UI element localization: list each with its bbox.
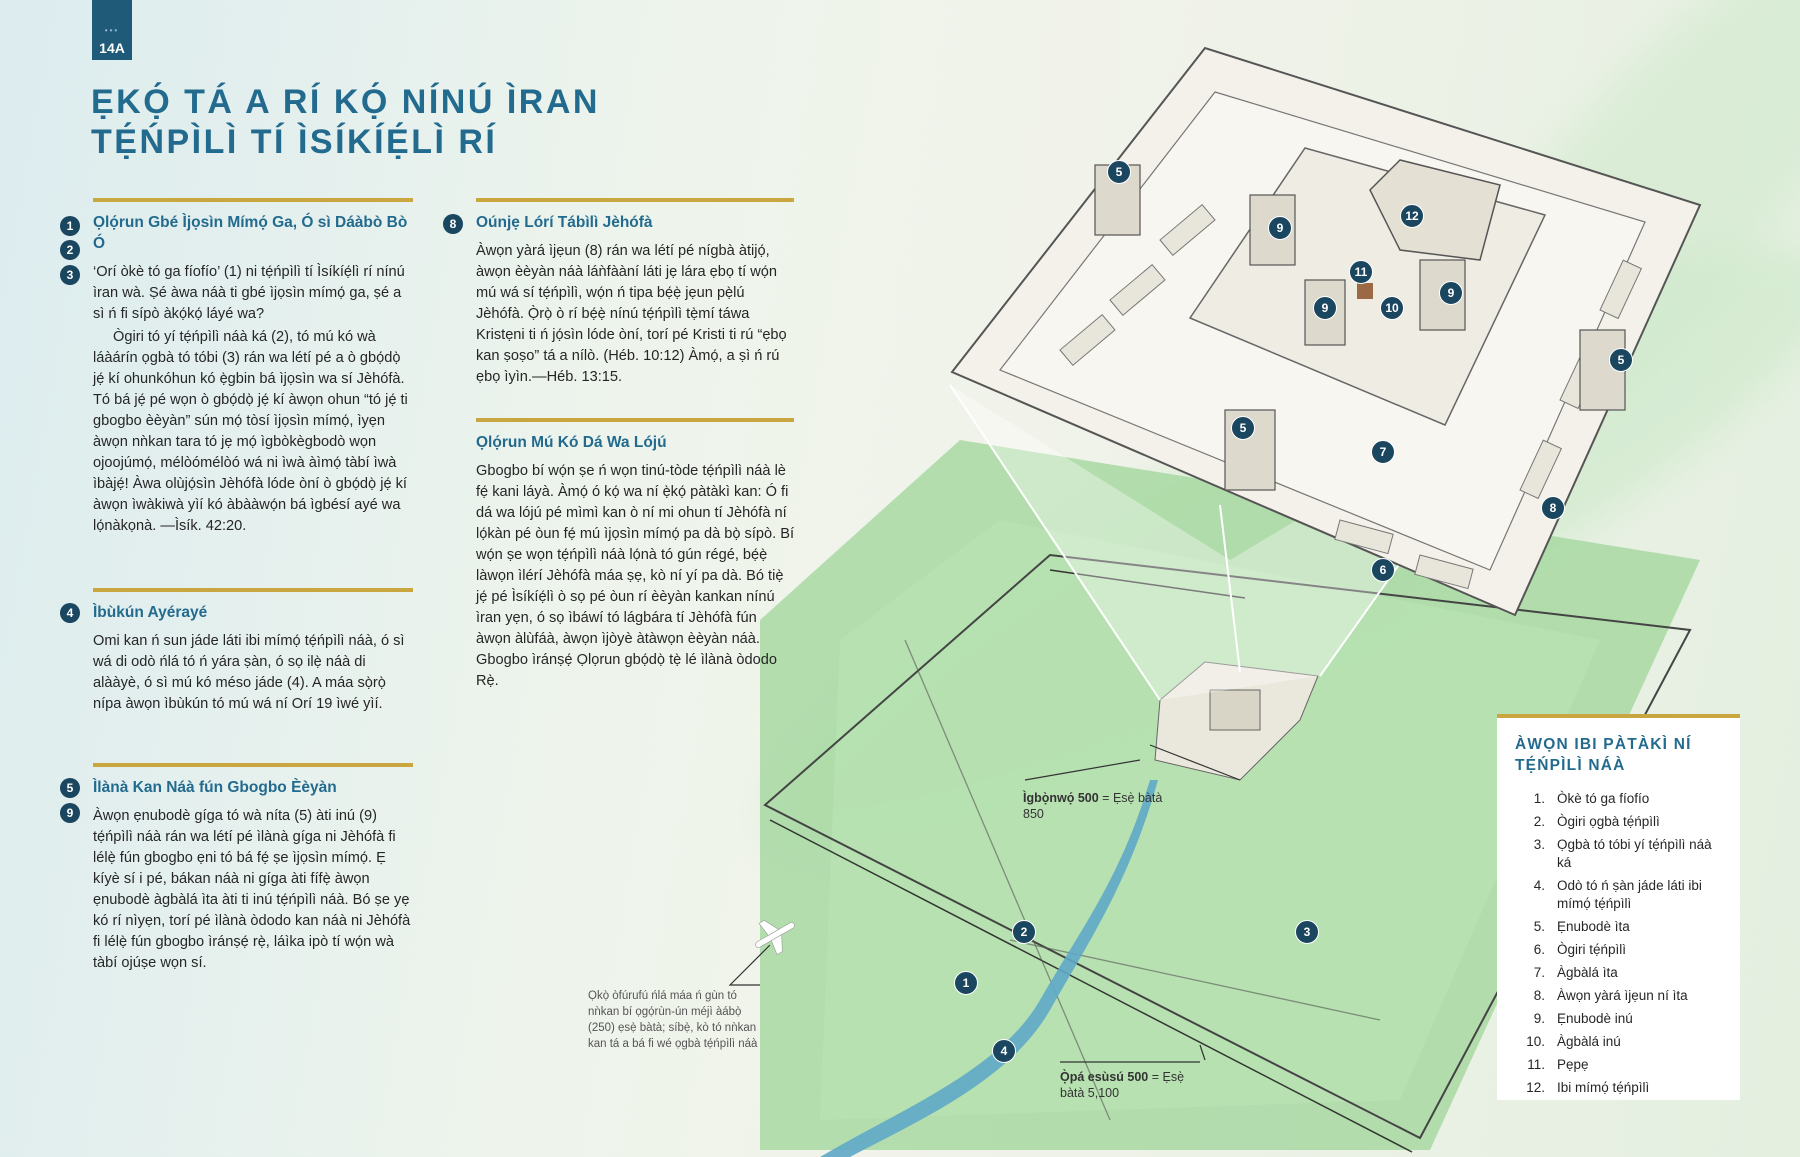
legend-item-number: 7. — [1533, 965, 1545, 980]
legend-item-text: Ògiri ọgbà tẹ́ńpìlì — [1557, 814, 1660, 829]
legend-item-text: Ẹnubodè ìta — [1557, 919, 1630, 934]
tab-dots: ••• — [104, 26, 120, 35]
legend-item-text: Ẹnubodè inú — [1557, 1011, 1633, 1026]
legend-item-number: 9. — [1533, 1011, 1545, 1026]
title-line-1: ẸKỌ́ TÁ A RÍ KỌ́ NÍNÚ ÌRAN — [91, 83, 600, 121]
legend-item-number: 2. — [1533, 814, 1545, 829]
badge-2: 2 — [60, 240, 80, 260]
map-badge-5: 5 — [1609, 348, 1633, 372]
map-badge-5: 5 — [1107, 160, 1131, 184]
legend-item — [1515, 1033, 1722, 1051]
rod-label: Ọ̀pá esùsú 500 — [1060, 1070, 1149, 1084]
legend-item — [1515, 1056, 1722, 1074]
map-badge-8: 8 — [1541, 496, 1565, 520]
section-rule — [93, 198, 413, 202]
section-assurance — [476, 418, 794, 692]
legend-item — [1515, 813, 1722, 831]
legend-item-text: Àgbàlá ìta — [1557, 965, 1618, 980]
section-paragraph: Omi kan ń sun jáde láti ibi mímọ́ tẹ́ńpìlì náà, ó sì wá di odò ńlá tó ń yára ṣàn, ó sọ ilẹ̀ náà di alààyè, ó sì mú kó méso jáde (4). A máa sọ̀rọ̀ nípa àwọn ìbùkún tó mú wá ní Orí 19 ìwé yìí. — [93, 633, 405, 712]
legend-item — [1515, 1010, 1722, 1028]
legend-item-text: Pẹpẹ — [1557, 1057, 1589, 1072]
legend-item-number: 12. — [1526, 1080, 1545, 1095]
section-paragraph: Àwọn yàrá ìjẹun (8) rán wa létí pé nígbà àtijọ́, àwọn èèyàn náà láǹfààní láti jẹ lára ẹbọ tí wọ́n mú wá sí tẹ́ńpìlì, wọ́n ń tipa bẹ́ẹ̀ jẹun pẹ̀lú Jèhófà. Ọ̀rọ̀ ò rí bẹ́ẹ̀ nínú tẹ́ńpìlì tẹ̀mí táwa Kristẹni ti ń jọ́sìn lóde òní, torí pé Kristi ti rú “ẹbọ kan ṣoṣo” tá a nílò. (Héb. 10:12) Àmọ́, a ṣì ń rú ẹbọ ìyìn.—Héb. 13:15. — [476, 243, 787, 385]
section-paragraph: ‘Orí òkè tó ga fíofío’ (1) ni tẹ́ńpìlì tí Ìsíkíẹ́lì rí nínú ìran wà. Ṣé àwa náà ti gbé ìjọsìn mímọ́ ga, ṣé a sì ń fi sípò àkọ́kọ́ láyé wa? — [93, 264, 405, 322]
legend-item — [1515, 790, 1722, 808]
legend-item-number: 10. — [1526, 1034, 1545, 1049]
legend-item-text: Òkè tó ga fíofío — [1557, 791, 1650, 806]
reed-dimension-caption — [1023, 790, 1163, 822]
legend-title-line-1: ÀWỌN IBI PÀTÀKÌ NÍ — [1515, 736, 1692, 753]
section-rule — [476, 198, 794, 202]
badge-9: 9 — [60, 803, 80, 823]
map-badge-9: 9 — [1313, 296, 1337, 320]
badge-3: 3 — [60, 265, 80, 285]
map-badge-9: 9 — [1439, 281, 1463, 305]
section-rule — [93, 588, 413, 592]
reed-label: Ìgbọ̀nwọ́ 500 — [1023, 791, 1099, 805]
legend-item — [1515, 918, 1722, 936]
section-eternal-blessings — [93, 588, 413, 715]
legend-item-number: 8. — [1533, 988, 1545, 1003]
rod-dimension-caption — [1060, 1069, 1210, 1101]
legend-item — [1515, 964, 1722, 982]
legend-item-number: 11. — [1527, 1057, 1545, 1072]
page-number-tab — [92, 0, 132, 60]
legend-title — [1515, 734, 1722, 776]
title-line-2: TẸ́ŃPÌLÌ TÍ ÌSÍKÍẸ́LÌ RÍ — [91, 123, 498, 161]
legend-title-line-2: TẸ́ŃPÌLÌ NÁÀ — [1515, 757, 1626, 774]
map-badge-6: 6 — [1371, 558, 1395, 582]
section-same-standard — [93, 763, 413, 974]
section-heading: Ọlọ́run Mú Kó Dá Wa Lójú — [476, 434, 667, 451]
page-title — [91, 82, 600, 162]
section-worship-elevated — [93, 198, 413, 537]
section-rule — [476, 418, 794, 422]
map-badge-11: 11 — [1349, 260, 1373, 284]
map-badge-10: 10 — [1380, 296, 1404, 320]
map-badge-9: 9 — [1268, 216, 1292, 240]
section-paragraph: Gbogbo bí wọ́n ṣe ń wọn tinú-tòde tẹ́ńpìlì náà lè fẹ́ kani láyà. Àmọ́ ó kọ́ wa ní ẹ̀kọ́ pàtàkì kan: Ó fi dá wa lójú pé mìmì kan ò ní mi ohun tí Jèhófà ní lọ́kàn pé òun fẹ́ mú ìjọsìn mímọ́ pa dà bọ̀ sípò. Bí wọ́n ṣe wọn tẹ́ńpìlì náà lọ́nà tó gún régé, bẹ́ẹ̀ làwọn ìlérí Jèhófà máa ṣẹ, kò ní yí pa dà. Bó tiẹ̀ jẹ́ pé Ìsíkíẹ́lì ò sọ pé òun rí èèyàn kankan nínú ìran yẹn, ó sọ ìbáwí tó lágbára tí Jèhófà fún àwọn àlùfáà, àwọn ìjòyè àtàwọn èèyàn náà. Gbogbo ìránṣẹ́ Ọlọrun gbọ́dọ̀ tẹ̀ lé ìlànà òdodo Rẹ̀. — [476, 463, 795, 689]
legend-item-number: 5. — [1533, 919, 1545, 934]
legend-item — [1515, 1079, 1722, 1097]
legend-item-text: Àwọn yàrá ìjẹun ní ìta — [1557, 988, 1688, 1003]
section-heading: Oúnjẹ Lórí Tábìlì Jèhófà — [476, 214, 653, 231]
legend-list — [1515, 790, 1722, 1097]
section-food-on-table — [476, 198, 794, 388]
legend-item-text: Odò tó ń ṣàn jáde láti ibi mímọ́ tẹ́ńpìlì — [1557, 878, 1702, 911]
legend-item-number: 6. — [1533, 942, 1545, 957]
airplane-caption: Ọkọ̀ òfúrufú ńlá máa ń gùn tó nǹkan bí ọgọ́rùn-ún méjì àábọ̀ (250) ẹsẹ̀ bàtà; síbẹ̀, kò tó nǹkan kan tá a bá fi wé ọgbà tẹ́ńpìlì náà — [588, 990, 758, 1050]
temple-altar — [1357, 283, 1373, 299]
legend-item — [1515, 987, 1722, 1005]
section-paragraph: Àwọn ẹnubodè gíga tó wà níta (5) àti inú (9) tẹ́ńpìlì náà rán wa létí pé ìlànà gíga ni Jèhófà fi lélẹ̀ fún gbogbo ẹni tó bá fẹ́ ṣe ìjọsìn mímọ́. Ẹ kíyè sí i pé, bákan náà ni gíga àti fífẹ̀ àwọn ẹnubodè àgbàlá ìta àti ti inú tẹ́ńpìlì náà. Bó ṣe yẹ kó rí nìyẹn, torí pé ìlànà òdodo kan náà ni Jèhófà fi lélẹ̀ fún gbogbo ìránṣẹ́ rẹ̀, láìka ipò tí wọ́n wà tàbí ojúṣe wọn sí. — [93, 808, 411, 971]
rod-suffix: = Ẹsẹ̀ bàtà 5,100 — [1060, 1070, 1185, 1100]
section-paragraph: Ògiri tó yí tẹ́ńpìlì náà ká (2), tó mú kó wà láàárín ọgbà tó tóbi (3) rán wa létí pé a ò gbọ́dọ̀ jẹ́ kí ohunkóhun kó ẹ̀gbin bá ìjọsìn wa sí Jèhófà. Tó bá jẹ́ pé wọn ò gbọ́dọ̀ jẹ́ kí àwọn ohun “tó jẹ́ ti gbogbo èèyàn” sún mọ́ tòsí ìjọsìn mímọ́, ìyẹn àwọn nǹkan tara tó jẹ mọ́ ìgbòkègbodò wọn ojoojúmọ́, mélòómélòó wá ni ìwà àìmọ́ tàbí ìwà ìbàjẹ́! Àwa olùjọ́sìn Jèhófà lóde òní ò gbọ́dọ̀ jẹ́ kí àwọn ìwàkiwà yìí kó àbààwọ́n bá ìgbésí ayé wa lọ́nàkọnà. —Ìsík. 42:20. — [93, 329, 408, 534]
legend-item — [1515, 877, 1722, 913]
section-heading: Ọlọ́run Gbé Ìjọsìn Mímọ́ Ga, Ó sì Dáàbò Bò Ó — [93, 214, 408, 252]
map-badge-2: 2 — [1012, 920, 1036, 944]
legend-item — [1515, 941, 1722, 959]
section-heading: Ìbùkún Ayérayé — [93, 604, 208, 621]
legend-item-text: Ògiri tẹ́ńpìlì — [1557, 942, 1627, 957]
section-rule — [93, 763, 413, 767]
legend-item-text: Ọgbà tó tóbi yí tẹ́ńpìlì náà ká — [1557, 837, 1712, 870]
badge-8: 8 — [443, 214, 463, 234]
legend-item-number: 3. — [1533, 837, 1545, 852]
legend-item-text: Àgbàlá inú — [1557, 1034, 1621, 1049]
legend-box — [1497, 714, 1740, 1100]
badge-4: 4 — [60, 603, 80, 623]
map-badge-1: 1 — [954, 971, 978, 995]
badge-1: 1 — [60, 216, 80, 236]
section-heading: Ìlànà Kan Náà fún Gbogbo Èèyàn — [93, 779, 337, 796]
map-badge-3: 3 — [1295, 920, 1319, 944]
legend-item-text: Ibi mímọ́ tẹ́ńpìlì — [1557, 1080, 1650, 1095]
map-badge-7: 7 — [1371, 440, 1395, 464]
reed-suffix: = Ẹsẹ̀ bàtà 850 — [1023, 791, 1163, 821]
legend-item-number: 4. — [1533, 878, 1545, 893]
legend-item — [1515, 836, 1722, 872]
map-badge-4: 4 — [992, 1039, 1016, 1063]
map-badge-5: 5 — [1231, 416, 1255, 440]
page-number: 14A — [99, 40, 125, 56]
map-badge-12: 12 — [1400, 204, 1424, 228]
badge-5: 5 — [60, 778, 80, 798]
legend-item-number: 1. — [1533, 791, 1545, 806]
